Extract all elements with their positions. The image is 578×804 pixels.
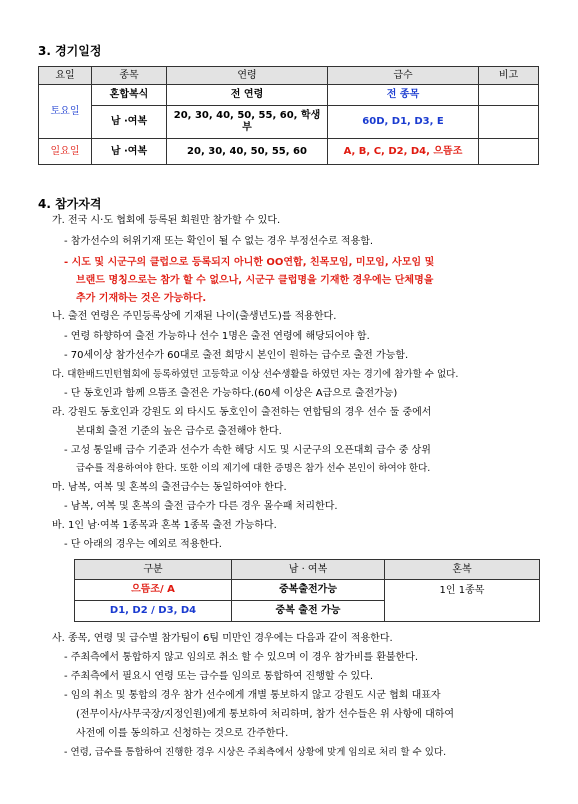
item-sa-3a: - 임의 취소 및 통합의 경우 참가 선수에게 개별 통보하지 않고 강원도 시군 협회 대표자 [64, 690, 441, 701]
mixed-rule-cell: 1인 1종목 [385, 580, 540, 622]
item-ga-2b: 브랜드 명칭으로는 참가 할 수 없으나, 시군구 클럽명을 기재한 경우에는 단체명을 [76, 275, 434, 286]
item-ba: 바. 1인 남·여복 1종목과 혼복 1종목 출전 가능하다. [52, 520, 277, 531]
item-ga-2c: 추가 기재하는 것은 가능하다. [76, 293, 207, 304]
header-day: 요일 [39, 67, 92, 85]
grade-cell: 60D, D1, D3, E [328, 106, 479, 139]
item-sa: 사. 종목, 연령 및 급수별 참가팀이 6팀 미만인 경우에는 다음과 같이 적용한다. [52, 633, 393, 644]
day-sunday: 일요일 [39, 139, 92, 165]
item-sa-2: - 주최측에서 필요시 연령 또는 급수를 임의로 통합하여 진행할 수 있다. [64, 671, 374, 682]
header-event: 종목 [92, 67, 167, 85]
age-cell: 전 연령 [167, 85, 328, 106]
item-ma: 마. 남복, 여복 및 혼복의 출전급수는 동일하여야 한다. [52, 482, 287, 493]
item-sa-1: - 주최측에서 통합하지 않고 임의로 취소 할 수 있으며 이 경우 참가비를 환불한다. [64, 652, 419, 663]
grade-cell: 전 종목 [328, 85, 479, 106]
note-cell [479, 139, 539, 165]
item-ra-a: 라. 강원도 동호인과 강원도 외 타시도 동호인이 출전하는 연합팀의 경우 선수 둘 중에서 [52, 407, 432, 418]
item-da-1: - 단 동호인과 함께 으뜸조 출전은 가능하다.(60세 이상은 A급으로 출전가능) [64, 388, 398, 399]
event-cell: 남 ·여복 [92, 106, 167, 139]
header-grade: 급수 [328, 67, 479, 85]
header-age: 연령 [167, 67, 328, 85]
header-mens-womens: 남 · 여복 [232, 560, 385, 580]
table-row [39, 139, 539, 165]
item-ra-b: 본대회 출전 기준의 높은 급수로 출전해야 한다. [76, 426, 282, 437]
item-ra-1a: - 고성 통일배 급수 기준과 선수가 속한 해당 시도 및 시군구의 오픈대회 급수 중 상위 [64, 445, 431, 456]
header-note: 비고 [479, 67, 539, 85]
schedule-table [38, 66, 539, 165]
age-cell: 20, 30, 40, 50, 55, 60, 학생부 [167, 106, 328, 139]
day-saturday: 토요일 [39, 85, 92, 139]
category-cell: D1, D2 / D3, D4 [75, 601, 232, 622]
table-row [75, 580, 540, 601]
table-row [39, 106, 539, 139]
table-row [39, 85, 539, 106]
item-ga: 가. 전국 시·도 협회에 등록된 회원만 참가할 수 있다. [52, 215, 281, 226]
note-cell [479, 106, 539, 139]
age-cell: 20, 30, 40, 50, 55, 60 [167, 139, 328, 165]
item-sa-3c: 사전에 이를 동의하고 신청하는 것으로 간주한다. [76, 728, 289, 739]
item-na-2: - 70세이상 참가선수가 60대로 출전 희망시 본인이 원하는 급수로 출전 가능함. [64, 350, 409, 361]
item-da: 다. 대한배드민턴협회에 등록하였던 고등학교 이상 선수생활을 하였던 자는 경기에 참가할 수 없다. [52, 369, 459, 380]
item-sa-4: - 연령, 급수를 통합하여 진행한 경우 시상은 주최측에서 상황에 맞게 임의로 처리 할 수 있다. [64, 747, 447, 758]
section3-title: 3. 경기일정 [38, 44, 102, 58]
item-sa-3b: (전무이사/사무국장/지정인원)에게 통보하여 처리하며, 참가 선수들은 위 사항에 대하여 [76, 709, 455, 720]
rule-cell: 중복 출전 가능 [232, 601, 385, 622]
event-cell: 남 ·여복 [92, 139, 167, 165]
table-header-row [39, 67, 539, 85]
item-ga-1: - 참가선수의 허위기재 또는 확인이 될 수 없는 경우 부정선수로 적용함. [64, 236, 374, 247]
rule-cell: 중복출전가능 [232, 580, 385, 601]
item-ra-1b: 급수를 적용하여야 한다. 또한 이의 제기에 대한 증명은 참가 선수 본인이 하여야 한다. [76, 463, 431, 474]
category-cell: 으뜸조/ A [75, 580, 232, 601]
table-header-row [75, 560, 540, 580]
section4-title: 4. 참가자격 [38, 197, 102, 211]
item-ma-1: - 남복, 여복 및 혼복의 출전 급수가 다른 경우 몰수패 처리한다. [64, 501, 338, 512]
item-ba-1: - 단 아래의 경우는 예외로 적용한다. [64, 539, 222, 550]
note-cell [479, 85, 539, 106]
item-ga-2a: - 시도 및 시군구의 클럽으로 등록되지 아니한 OO연합, 친목모임, 미모임, 사모임 및 [64, 257, 435, 268]
item-na: 나. 출전 연령은 주민등록상에 기재된 나이(출생년도)를 적용한다. [52, 311, 337, 322]
header-mixed: 혼복 [385, 560, 540, 580]
header-category: 구분 [75, 560, 232, 580]
exception-table [74, 559, 540, 622]
event-cell: 혼합복식 [92, 85, 167, 106]
grade-cell: A, B, C, D2, D4, 으뜸조 [328, 139, 479, 165]
item-na-1: - 연령 하향하여 출전 가능하나 선수 1명은 출전 연령에 해당되어야 함. [64, 331, 370, 342]
